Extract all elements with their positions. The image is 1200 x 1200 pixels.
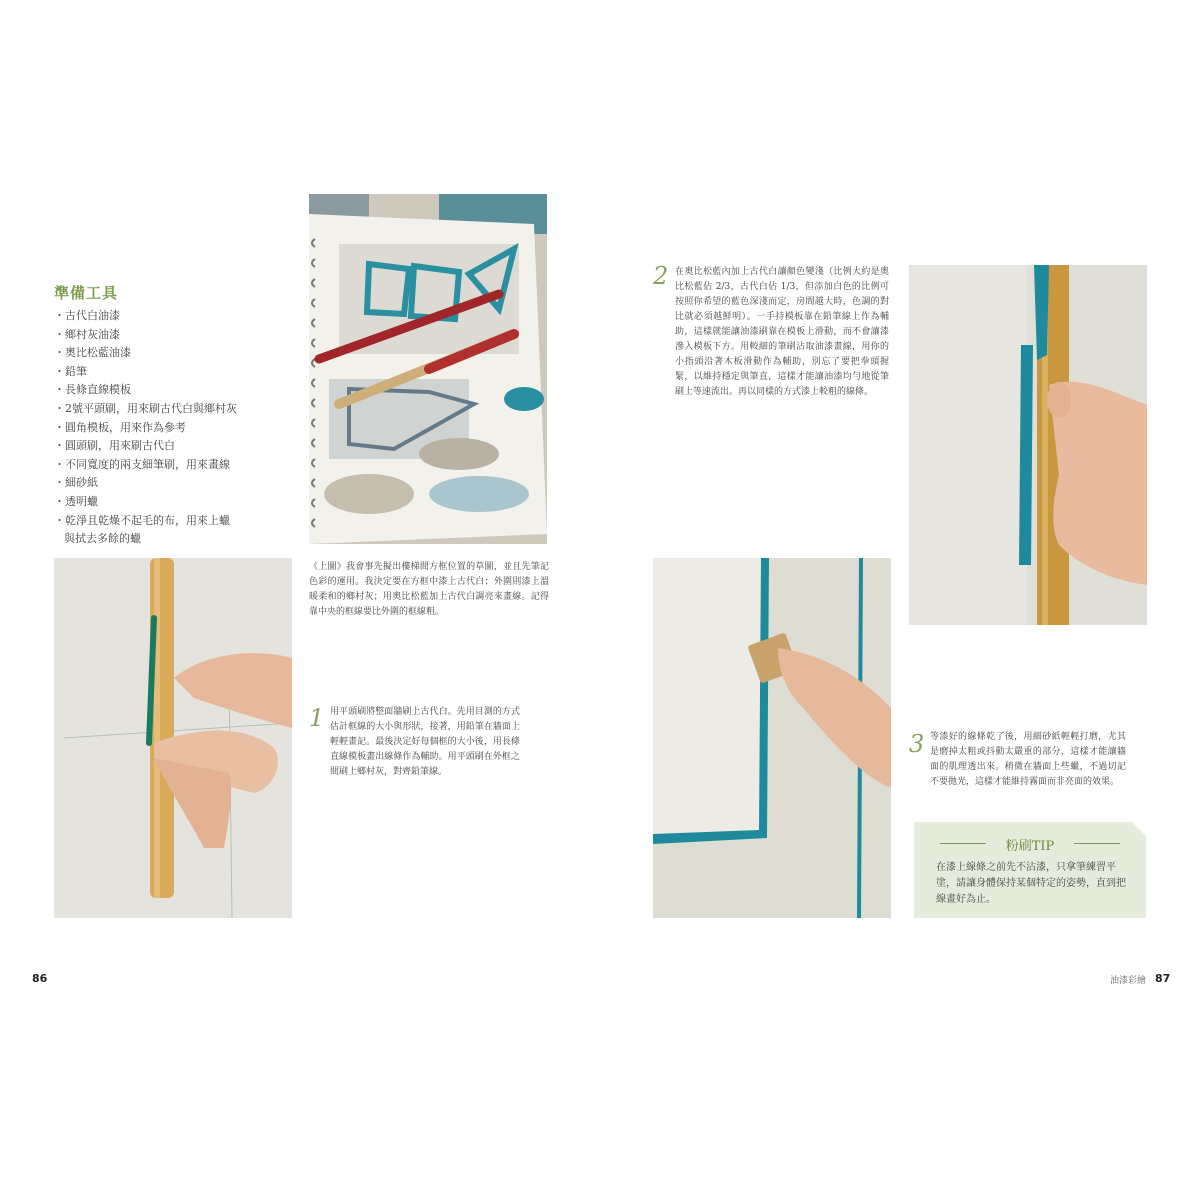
caption-step-3: 等漆好的線條乾了後，用細砂紙輕輕打磨，尤其是磨掉太粗或抖動太嚴重的部分，這樣才能讓牆面的肌理透出來。稍微在牆面上些蠟，不過切記不要拋光，這樣才能維持霧面而非亮面的效果。 xyxy=(930,732,1126,787)
sketchbook-illustration xyxy=(309,194,547,544)
tool-item: ・古代白油漆 xyxy=(54,309,120,322)
pencil-wall-photo xyxy=(54,558,292,918)
tip-box xyxy=(914,822,1146,918)
tools-heading: 準備工具 xyxy=(54,284,119,302)
tool-item-text: ・乾淨且乾燥不起毛的布，用來上蠟 xyxy=(54,513,230,527)
tool-item-continued: 與拭去多餘的蠟 xyxy=(64,532,141,546)
brush-line-illustration xyxy=(909,265,1147,625)
tools-list xyxy=(54,282,264,549)
step-1-number: 1 xyxy=(309,704,325,732)
tool-item: ・鄉村灰油漆 xyxy=(54,327,120,341)
tool-item: ・細砂紙 xyxy=(54,476,98,490)
tip-title: 粉刷TIP xyxy=(1005,839,1055,854)
tool-item xyxy=(54,512,264,549)
running-footer-right: 油漆彩繪 xyxy=(1110,976,1147,986)
tool-item: ・透明蠟 xyxy=(54,494,98,508)
sketchbook-photo xyxy=(309,194,547,544)
sanding-illustration xyxy=(653,558,891,918)
caption-step-2: 在奧比松藍內加上古代白讓顏色變淺（比例大約是奧比松藍佔 2/3，古代白佔 1/3，但添加白色的比例可按照你希望的藍色深淺而定，房間越大時，色調的對比就必須越鮮明）。一手持模板靠在鉛筆線上作為輔助，這樣就能讓油漆刷靠在模板上滑動，而不會讓漆滲入模板下方。用較細的筆刷沾取油漆畫線，用你的小指頭沿著木板滑動作為輔助，別忘了要把拳頭握緊，以維持穩定與筆直，這樣才能讓油漆均勻地從筆刷上等速流出。再以同樣的方式漆上較粗的線條。 xyxy=(675,267,889,397)
tip-body: 在漆上線條之前先不沾漆，只拿筆練習平塗，請讓身體保持某個特定的姿勢，直到把線畫好為止。 xyxy=(936,862,1126,905)
tool-item: ・2號平頭刷，用來刷古代白與鄉村灰 xyxy=(54,401,237,415)
tool-item: ・不同寬度的兩支細筆刷，用來畫線 xyxy=(54,457,230,471)
pencil-wall-illustration xyxy=(54,558,292,918)
step-2-number: 2 xyxy=(653,262,669,290)
sanding-photo xyxy=(653,558,891,918)
tool-item: ・奧比松藍油漆 xyxy=(54,346,131,360)
tools-items xyxy=(54,307,264,549)
brush-line-photo xyxy=(909,265,1147,625)
tool-item: ・圓角模板，用來作為參考 xyxy=(54,420,186,434)
step-3-number: 3 xyxy=(909,730,925,758)
tip-corner xyxy=(1132,822,1146,836)
tool-item: ・長條直線模板 xyxy=(54,383,131,397)
page-number-left: 86 xyxy=(32,972,48,985)
tool-item: ・圓頭刷，用來刷古代白 xyxy=(54,439,175,453)
caption-top: 《上圖》我會事先擬出樓梯間方框位置的草圖，並且先筆記色彩的運用。我決定要在方框中漆上古代白；外圍則漆上溫暖柔和的鄉村灰；用奧比松藍加上古代白調亮來畫線。記得靠中央的框線要比外圍的框線粗。 xyxy=(309,562,549,617)
tool-item: ・鉛筆 xyxy=(54,364,87,378)
page-number-right: 87 xyxy=(1155,972,1171,985)
caption-step-1: 用平頭刷將整面牆刷上古代白。先用目測的方式估計框線的大小與形狀，接著，用鉛筆在牆面上輕輕畫記。最後決定好每個框的大小後，用長條直線模板畫出線條作為輔助。用平頭刷在外框之間刷上鄉村灰，對齊鉛筆線。 xyxy=(330,707,520,777)
